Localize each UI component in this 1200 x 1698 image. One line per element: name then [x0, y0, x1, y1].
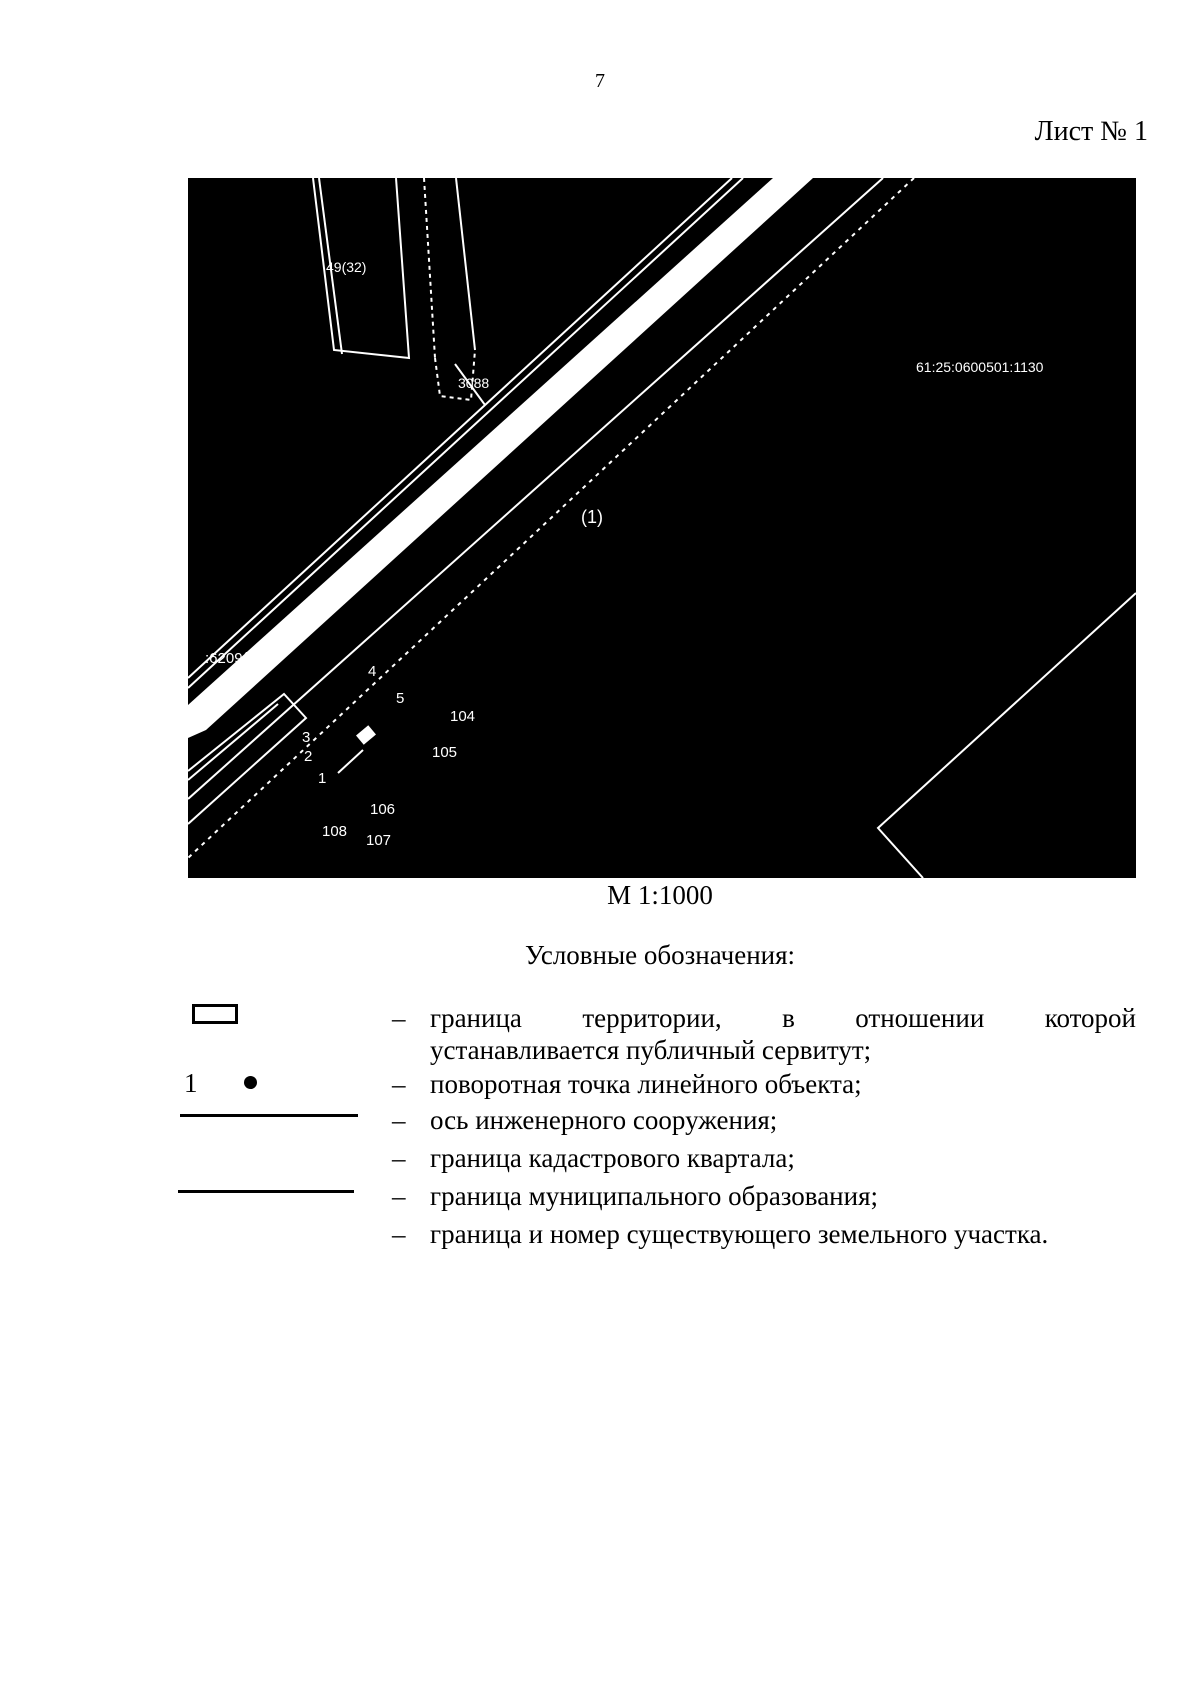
sheet-label: Лист № 1: [1034, 116, 1148, 147]
point-label-4: 4: [368, 663, 377, 680]
legend-text-servitude-line2: устанавливается публичный сервитут;: [430, 1035, 872, 1065]
legend-item-point: [392, 1068, 1136, 1102]
point-label-108: 108: [322, 823, 348, 840]
legend-text-quarter: граница кадастрового квартала;: [430, 1143, 795, 1173]
legend-dash: –: [392, 1105, 406, 1135]
cadastral-map: [188, 178, 1136, 878]
legend-symbol-servitude-rectangle: [192, 1004, 238, 1024]
label-contour: (1): [581, 507, 603, 527]
legend-text-axis: ось инженерного сооружения;: [430, 1105, 778, 1135]
legend-item-municipality: [392, 1180, 1136, 1214]
legend-item-parcel: [392, 1218, 1136, 1252]
legend-text-servitude-line1: граница территории, в отношении которой: [430, 1003, 1136, 1033]
label-cadastral-number: 61:25:0600501:1130: [916, 359, 1044, 375]
point-label-3: 3: [302, 729, 311, 746]
legend-text-point: поворотная точка линейного объекта;: [430, 1069, 862, 1099]
legend-item-servitude: [392, 1002, 1136, 1066]
legend-text-municipality: граница муниципального образования;: [430, 1181, 879, 1211]
legend-dash: –: [392, 1069, 406, 1099]
legend-dash: –: [392, 1181, 406, 1211]
point-label-107: 107: [366, 832, 392, 849]
legend-dash: –: [392, 1003, 406, 1033]
legend-symbol-point-number: 1: [184, 1068, 198, 1098]
label-parcel-49: 49(32): [326, 259, 367, 275]
point-label-104: 104: [450, 708, 476, 725]
map-scale: М 1:1000: [607, 880, 713, 910]
point-label-2: 2: [304, 748, 313, 765]
legend-symbol-point-dot: [244, 1076, 257, 1089]
legend-symbol-quarter-line: [178, 1190, 354, 1193]
label-parcel-6209: :6209(1): [205, 650, 261, 667]
legend-title: Условные обозначения:: [524, 940, 796, 970]
label-parcel-3088: 3088: [458, 375, 490, 391]
legend-item-axis: [392, 1104, 1136, 1138]
legend-item-quarter: [392, 1142, 1136, 1176]
legend-dash: –: [392, 1219, 406, 1249]
legend-dash: –: [392, 1143, 406, 1173]
legend-symbol-axis-line: [180, 1114, 358, 1117]
map-canvas: [188, 178, 1136, 878]
point-label-5: 5: [396, 690, 405, 707]
legend-text-parcel: граница и номер существующего земельного участка.: [430, 1219, 1049, 1249]
point-label-105: 105: [432, 744, 458, 761]
page-number: 7: [595, 70, 605, 92]
point-label-106: 106: [370, 801, 396, 818]
point-label-1: 1: [318, 770, 327, 787]
